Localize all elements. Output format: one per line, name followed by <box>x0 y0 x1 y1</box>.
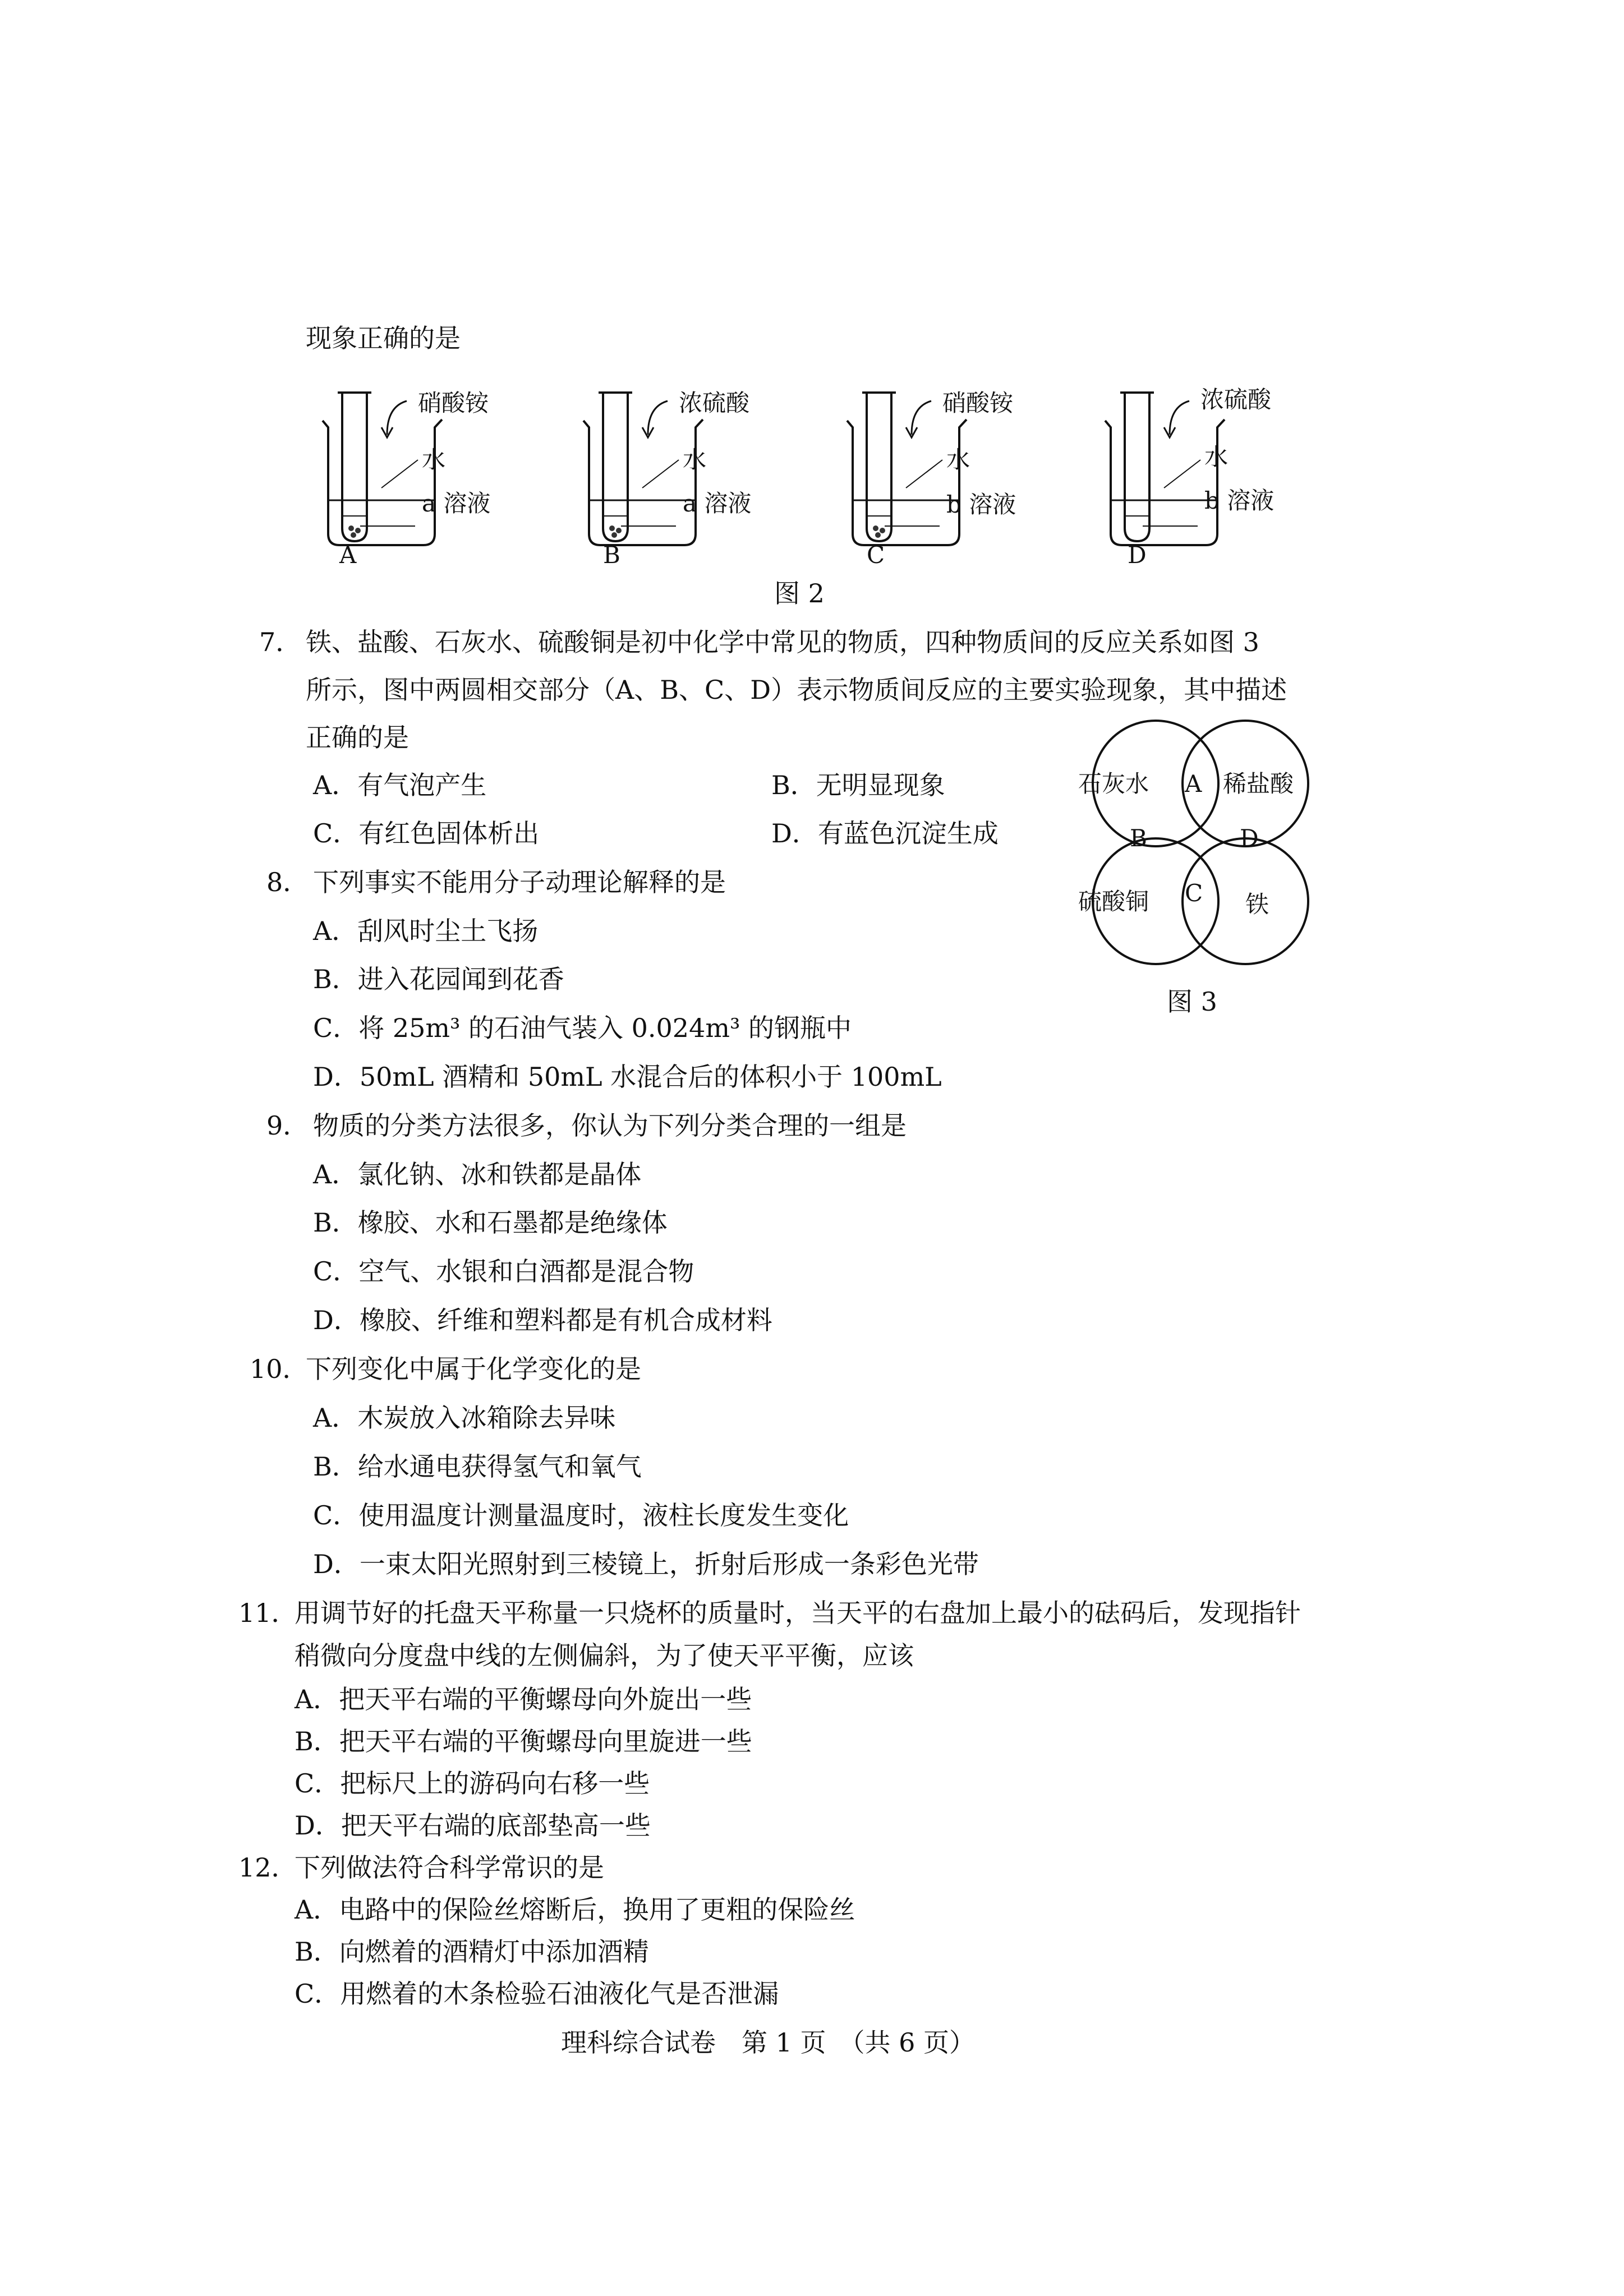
question-9-number: 9． <box>266 1110 309 1141</box>
question-8-line-1: 下列事实不能用分子动理论解释的是 <box>313 867 726 897</box>
circle-label-lime-water: 石灰水 <box>1078 770 1149 797</box>
panel-c-letter: C <box>867 541 885 569</box>
question-8-option-a: A．刮风时尘土飞扬 <box>313 916 539 946</box>
figure-3-diagram <box>1066 704 1346 984</box>
panel-c-solution: b 溶液 <box>946 491 1016 518</box>
question-9-option-c: C．空气、水银和白酒都是混合物 <box>313 1256 694 1287</box>
question-7-number: 7． <box>259 627 302 657</box>
question-10-number: 10． <box>250 1354 309 1384</box>
question-12-option-a: A．电路中的保险丝熔断后，换用了更粗的保险丝 <box>295 1894 855 1925</box>
figure-2-caption: 图 2 <box>774 578 825 608</box>
question-11-option-b: B．把天平右端的平衡螺母向里旋进一些 <box>295 1726 752 1756</box>
intro-line: 现象正确的是 <box>306 323 461 353</box>
overlap-label-b: B <box>1130 824 1147 852</box>
question-11-line-2: 稍微向分度盘中线的左侧偏斜，为了使天平平衡，应该 <box>295 1640 914 1671</box>
circle-label-dilute-hcl: 稀盐酸 <box>1223 770 1294 797</box>
panel-b-substance: 浓硫酸 <box>679 389 750 417</box>
question-9-option-d: D．橡胶、纤维和塑料都是有机合成材料 <box>313 1305 772 1335</box>
panel-a-water: 水 <box>422 446 446 473</box>
question-7-option-c: C．有红色固体析出 <box>313 818 540 849</box>
question-7-line-3: 正确的是 <box>306 722 409 753</box>
figure-3-caption: 图 3 <box>1167 986 1217 1017</box>
question-11-option-d: D．把天平右端的底部垫高一些 <box>295 1810 651 1841</box>
overlap-label-c: C <box>1185 879 1203 907</box>
question-11-option-c: C．把标尺上的游码向右移一些 <box>295 1768 650 1799</box>
panel-b-letter: B <box>603 541 620 569</box>
question-7-line-1: 铁、盐酸、石灰水、硫酸铜是初中化学中常见的物质，四种物质间的反应关系如图 3 <box>306 627 1259 657</box>
panel-c-substance: 硝酸铵 <box>942 389 1014 417</box>
question-12-line-1: 下列做法符合科学常识的是 <box>295 1852 604 1883</box>
question-7-line-2: 所示，图中两圆相交部分（A、B、C、D）表示物质间反应的主要实验现象，其中描述 <box>306 675 1287 705</box>
question-12-option-b: B．向燃着的酒精灯中添加酒精 <box>295 1937 649 1967</box>
question-12-option-c: C．用燃着的木条检验石油液化气是否泄漏 <box>295 1979 779 2009</box>
question-8-option-d: D．50mL 酒精和 50mL 水混合后的体积小于 100mL <box>313 1062 942 1092</box>
question-11-number: 11． <box>238 1598 297 1628</box>
circle-label-iron: 铁 <box>1245 891 1269 918</box>
question-9-option-a: A．氯化钠、冰和铁都是晶体 <box>313 1159 642 1190</box>
question-11-option-a: A．把天平右端的平衡螺母向外旋出一些 <box>295 1684 752 1714</box>
panel-a-substance: 硝酸铵 <box>418 389 489 417</box>
question-7-option-b: B．无明显现象 <box>771 770 945 800</box>
question-8-option-b: B．进入花园闻到花香 <box>313 964 564 994</box>
panel-d-solution: b 溶液 <box>1204 487 1275 514</box>
question-10-option-d: D．一束太阳光照射到三棱镜上，折射后形成一条彩色光带 <box>313 1549 979 1579</box>
panel-c-water: 水 <box>946 446 970 473</box>
question-10-option-a: A．木炭放入冰箱除去异味 <box>313 1403 616 1433</box>
panel-b-solution: a 溶液 <box>683 490 752 517</box>
question-10-option-c: C．使用温度计测量温度时，液柱长度发生变化 <box>313 1500 849 1530</box>
panel-d-letter: D <box>1128 541 1147 569</box>
question-7-option-a: A．有气泡产生 <box>313 770 487 800</box>
question-10-line-1: 下列变化中属于化学变化的是 <box>306 1354 641 1384</box>
panel-b-water: 水 <box>683 446 707 473</box>
circle-label-copper-sulfate: 硫酸铜 <box>1078 888 1149 915</box>
panel-d-substance: 浓硫酸 <box>1200 386 1272 413</box>
question-10-option-b: B．给水通电获得氢气和氧气 <box>313 1451 642 1482</box>
question-7-option-d: D．有蓝色沉淀生成 <box>771 818 999 849</box>
panel-a-letter: A <box>339 541 357 569</box>
panel-d-water: 水 <box>1204 443 1229 471</box>
question-9-line-1: 物质的分类方法很多，你认为下列分类合理的一组是 <box>313 1110 907 1141</box>
overlap-label-d: D <box>1240 824 1259 852</box>
question-11-line-1: 用调节好的托盘天平称量一只烧杯的质量时，当天平的右盘加上最小的砝码后，发现指针 <box>295 1598 1301 1628</box>
question-8-number: 8． <box>266 867 309 897</box>
question-12-number: 12． <box>238 1852 297 1883</box>
panel-a-solution: a 溶液 <box>422 490 491 517</box>
page-footer: 理科综合试卷 第 1 页 （共 6 页） <box>561 2027 976 2058</box>
question-8-option-c: C．将 25m³ 的石油气装入 0.024m³ 的钢瓶中 <box>313 1013 852 1043</box>
question-9-option-b: B．橡胶、水和石墨都是绝缘体 <box>313 1207 668 1238</box>
overlap-label-a: A <box>1185 770 1202 797</box>
